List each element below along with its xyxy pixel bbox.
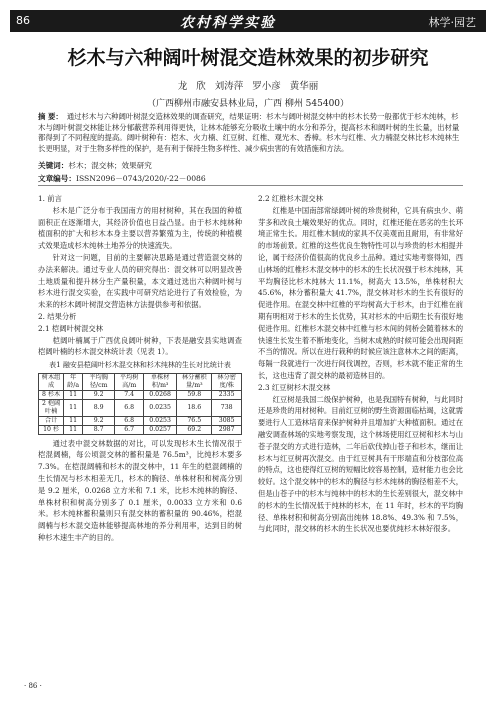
- paragraph: 杉木是广泛分布于我国南方的用材树种，其在我国的种植面积正在逐渐增大，其经济价值也日益凸显。由于杉木纯林种植面积的扩大和杉木本身主要以营养繁殖为主，传统的种植模式效果造成杉木纯林土地养分的快速流失。: [38, 205, 242, 251]
- table-caption: 表1 融安县桤阔叶杉木混交林和杉木纯林的生长对比统计表: [49, 361, 231, 370]
- table-cell: 10 杉: [39, 425, 64, 434]
- table-row: [39, 390, 242, 399]
- table-row: [39, 416, 242, 425]
- subsection-heading: 2.1 桤阔叶树混交林: [38, 323, 104, 333]
- table-cell: 76.5: [177, 416, 212, 425]
- table-cell: 2 桤阔叶楠: [39, 399, 64, 416]
- growth-table: [38, 373, 242, 435]
- table-cell: 0.0268: [144, 390, 177, 399]
- header-page-number: 86: [16, 14, 30, 27]
- subsection-heading: 2.3 红豆树杉木混交林: [258, 382, 331, 392]
- table-cell: 3085: [212, 416, 242, 425]
- table-cell: 11: [64, 416, 83, 425]
- table-cell: 8 杉木: [39, 390, 64, 399]
- table-cell: 11: [64, 390, 83, 399]
- table-header-cell: 平均树高/m: [115, 373, 144, 390]
- table-header-cell: 年龄/a: [64, 373, 83, 390]
- table-header-cell: 林分密度/株: [212, 373, 242, 390]
- subsection-heading: 2.2 红椎杉木混交林: [258, 194, 324, 203]
- abstract-block: [38, 112, 463, 154]
- table-cell: 6.7: [115, 425, 144, 434]
- keywords-label: 关键词：: [38, 161, 69, 170]
- table-cell: 8.7: [83, 425, 115, 434]
- paragraph: 桤阔叶楠属于广西优良阔叶树种，下表是融安县实地调查桤阔叶楠的杉木混交林统计表（见表 1）。: [38, 335, 242, 357]
- table-cell: 18.6: [177, 399, 212, 416]
- table-cell: 0.0235: [144, 399, 177, 416]
- article-number-label: 文章编号：: [38, 174, 76, 183]
- table-row: [39, 399, 242, 416]
- table-header-cell: 单株材积/m³: [144, 373, 177, 390]
- keywords-text: 杉木；混交林；效果研究: [68, 161, 152, 170]
- section-heading: 2. 结果分析: [38, 311, 77, 321]
- section-name: 林学·园艺: [428, 16, 476, 29]
- paper-affiliation: （广西柳州市融安县林业局，广西 柳州 545400）: [146, 99, 350, 109]
- divider: [38, 185, 463, 186]
- abstract-label: 摘 要：: [38, 112, 63, 121]
- table-cell: 11: [64, 399, 83, 416]
- table-cell: 8.9: [83, 399, 115, 416]
- table-cell: 6.8: [115, 416, 144, 425]
- table-header-row: [39, 373, 242, 390]
- paragraph: 红豆树是我国二级保护树种，也是我国特有树种，与此同时还是珍贵的用材树种。目前红豆树的野生资源面临枯竭，这就需要进行人工造林培育来保护树种并且增加扩大种植面积。通过在融安调查林场的实地考察发现，这个林场使用红豆树和杉木与山苍子混交的方式进行造林，二年后砍伐掉山苍子和杉木，继而让杉木与红豆树再次混交。由于红豆树具有干形端直和分枝部位高的特点，这也使得红豆树的短幅比较容易控制，造材能力也会比较好。这个混交林中的杉木的胸径与杉木纯林的胸径相差不大，但是山苍子中的杉木与纯林中的杉木的生长差别很大，混交林中的杉木的生长情况低于纯林的杉木，在 11 年时，杉木的平均胸径、单株材积和树高分别高出纯林 18.8%、49.3% 和 7.5%，与此同时，混交林的杉木的生长状况也要优纯杉木林好很多。: [258, 394, 463, 534]
- table-cell: 59.8: [177, 390, 212, 399]
- abstract-text: 通过杉木与六种阔叶树混交造林效果的调查研究，结果证明：杉木与阔叶树混交林中的杉木长势一般都优于杉木纯林，杉木与阔叶树混交林能让林分郁蔽营养利用得更快，让林木能够充分吸收土壤中的水分和养分，提高杉木和阔叶树的生长量，出材量都得到了不同程度的提高。阔叶树种有：桤木、火力楠、红豆树、红椎、观光木、香樟。杉木与红椎、火力楠混交林比杉木纯林生长更明显，对于生物多样性的保护，是有利于保持生物多样性、减少病虫害的有效措施和方法。: [38, 112, 460, 153]
- table-cell: 合计: [39, 416, 64, 425]
- table-cell: 2335: [212, 390, 242, 399]
- table-cell: 0.0253: [144, 416, 177, 425]
- left-column: [38, 193, 242, 544]
- table-cell: 2987: [212, 425, 242, 434]
- table-cell: 11: [64, 425, 83, 434]
- table-row: [39, 425, 242, 434]
- page-footer: · 86 ·: [24, 682, 42, 690]
- table-cell: 0.0257: [144, 425, 177, 434]
- paper-authors: 龙 欣 刘涛萍 罗小彦 黄华丽: [177, 81, 319, 92]
- magazine-name: 农村科学实验: [180, 15, 276, 31]
- table-header-cell: 林分蓄积量/m³: [177, 373, 212, 390]
- table-cell: 9.2: [83, 390, 115, 399]
- table-header-cell: 树木组成: [39, 373, 64, 390]
- article-number: ISSN2096－0743/2020/-22－0086: [75, 174, 206, 183]
- table-cell: 6.8: [115, 399, 144, 416]
- running-header: [10, 10, 486, 32]
- paragraph: 针对这一问题，目前的主要解决思路是通过营造混交林的办法来解决。通过专业人员的研究得出：混交林可以明显改善土地质量和提升林分生产量积量，本文通过选出六种阔叶树与杉木进行混交实验，在实践中可研究结论进行了有效检验，为未来的杉木阔叶树混交营造林方法提供参考和依据。: [38, 252, 242, 310]
- table-cell: 738: [212, 399, 242, 416]
- keywords-line: [38, 160, 152, 171]
- table-header-cell: 平均胸径/cm: [83, 373, 115, 390]
- table-body: [39, 390, 242, 434]
- paragraph: 红椎是中国南部常绿阔叶树的珍贵树种，它具有病虫少、萌芽多和改良土壤效果好的优点。同时，红椎还能在恶劣的生长环境正常生长。用红椎木制成的家具不仅美观而且耐用，有非常好的市场前景。红椎的这些优良生物特性可以与珍贵的杉木相提并论，属于经济价值很高的优良乡土品种。通过实地考察得知，西山林场的红椎杉木混交林中的杉木的生长状况强于杉木纯林，其平均胸径比杉木纯林大 11.1%，树高大 13.5%，单株材积大 45.6%，林分蓄积量大 41.7%，混交林对杉木的生长有很好的促进作用。在混交林中红椎的平均树高大于杉木，由于红椎在前期有明相对于杉木的生长优势，其对杉木的中后期生长有很好地促进作用。红椎杉木混交林中红椎与杉木间的伺桥会随着林木的快速生长发生着不断地变化，当树木成熟的时候可能会出现间距不当的情况。所以在进行栽种的时候应该注意林木之间的距离，每隔一段就进行一次进行间伐调控，否则，杉木就不能正常的生长，这也违背了混交林的最初造林目的。: [258, 205, 463, 380]
- paragraph: 通过表中混交林数据的对比，可以发现杉木生长情况很于桤混阔楠，每公顷混交林的蓄积量是 76.5m³，比纯杉木要多 7.3%。在桤混阔楠和杉木的混交林中，11 年生的桤混阔楠的生长情况与杉木相差无几，杉木的胸径、单株材积和树高分别是 9.2 厘米，0.0268 立方米和 7.1 米，比杉木纯林的胸径、单株材积和树高分别多了 0.1 厘米，0.0033 立方米和 0.6 米。杉木纯林蓄积量则只有混交林的蓄积量的 90.46%，桤混阔楠与杉木混交造林能够提高林地的养分利用率，达到目的树种杉木速生丰产的目的。: [38, 438, 242, 543]
- table-cell: 9.2: [83, 416, 115, 425]
- section-heading: 1. 前言: [38, 194, 62, 203]
- right-column: [258, 193, 463, 535]
- article-number-line: [38, 173, 206, 184]
- table-cell: 7.4: [115, 390, 144, 399]
- table-cell: 69.2: [177, 425, 212, 434]
- paper-title: 杉木与六种阔叶树混交造林效果的初步研究: [67, 47, 429, 69]
